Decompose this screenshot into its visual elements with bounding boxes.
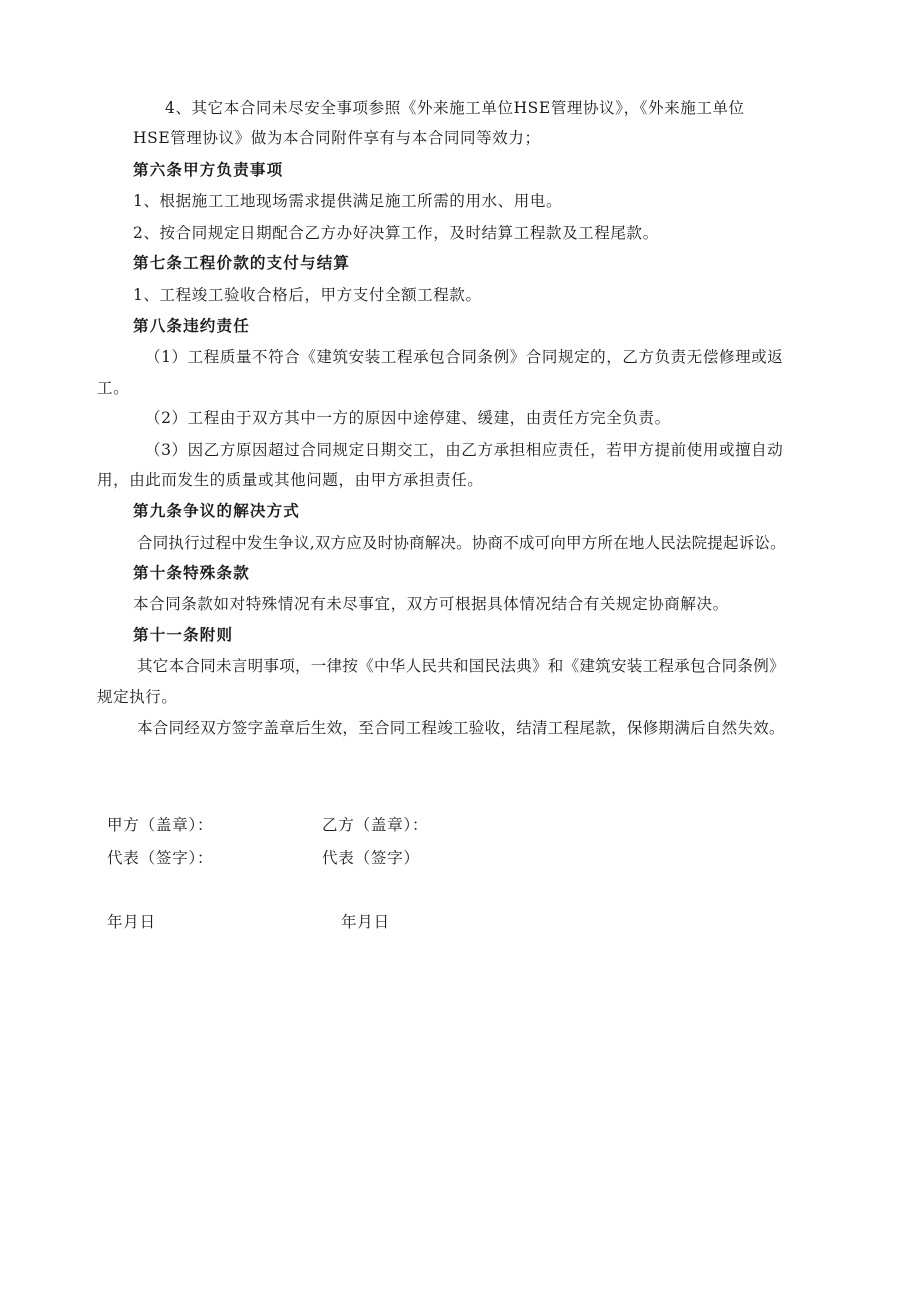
article8-item3-line1: （3）因乙方原因超过合同规定日期交工，由乙方承担相应责任，若甲方提前使用或擅自动 (145, 441, 784, 459)
article8-item2: （2）工程由于双方其中一方的原因中途停建、缓建，由责任方完全负责。 (145, 409, 671, 427)
party-b-rep-label: 代表（签字） (322, 849, 420, 867)
clause4-line2: HSE管理协议》做为本合同附件享有与本合同同等效力； (133, 129, 541, 147)
article10-body: 本合同条款如对特殊情况有未尽事宜，双方可根据具体情况结合有关规定协商解决。 (133, 595, 729, 613)
article6-item2: 2、按合同规定日期配合乙方办好决算工作，及时结算工程款及工程尾款。 (133, 224, 659, 242)
article6-heading: 第六条甲方负责事项 (133, 160, 284, 179)
article8-item1-line2: 工。 (97, 379, 130, 397)
party-a-date-label: 年月日 (107, 913, 156, 931)
article7-item1: 1、工程竣工验收合格后，甲方支付全额工程款。 (133, 286, 482, 304)
article8-heading: 第八条违约责任 (133, 316, 250, 335)
article11-body1-line1: 其它本合同未言明事项，一律按《中华人民共和国民法典》和《建筑安装工程承包合同条例》 (137, 657, 785, 675)
article11-body2: 本合同经双方签字盖章后生效，至合同工程竣工验收，结清工程尾款，保修期满后自然失效。 (137, 719, 785, 737)
clause4-line1: 4、其它本合同未尽安全事项参照《外来施工单位HSE管理协议》，《外来施工单位 (165, 99, 745, 117)
article8-item3-line2: 用，由此而发生的质量或其他问题，由甲方承担责任。 (97, 471, 484, 489)
article7-heading: 第七条工程价款的支付与结算 (133, 253, 351, 272)
party-a-seal-label: 甲方（盖章）： (107, 816, 214, 834)
article11-body1-line2: 规定执行。 (97, 688, 178, 706)
article9-heading: 第九条争议的解决方式 (133, 501, 301, 520)
article11-heading: 第十一条附则 (133, 625, 234, 644)
party-a-rep-label: 代表（签字）： (107, 849, 214, 867)
article8-item1-line1: （1）工程质量不符合《建筑安装工程承包合同条例》合同规定的，乙方负责无偿修理或返 (145, 348, 784, 366)
article10-heading: 第十条特殊条款 (133, 563, 250, 582)
article6-item1: 1、根据施工工地现场需求提供满足施工所需的用水、用电。 (133, 192, 563, 210)
party-b-date-label: 年月日 (341, 913, 390, 931)
party-b-seal-label: 乙方（盖章）： (322, 816, 429, 834)
article9-body: 合同执行过程中发生争议,双方应及时协商解决。协商不成可向甲方所在地人民法院提起诉讼。 (137, 534, 786, 552)
